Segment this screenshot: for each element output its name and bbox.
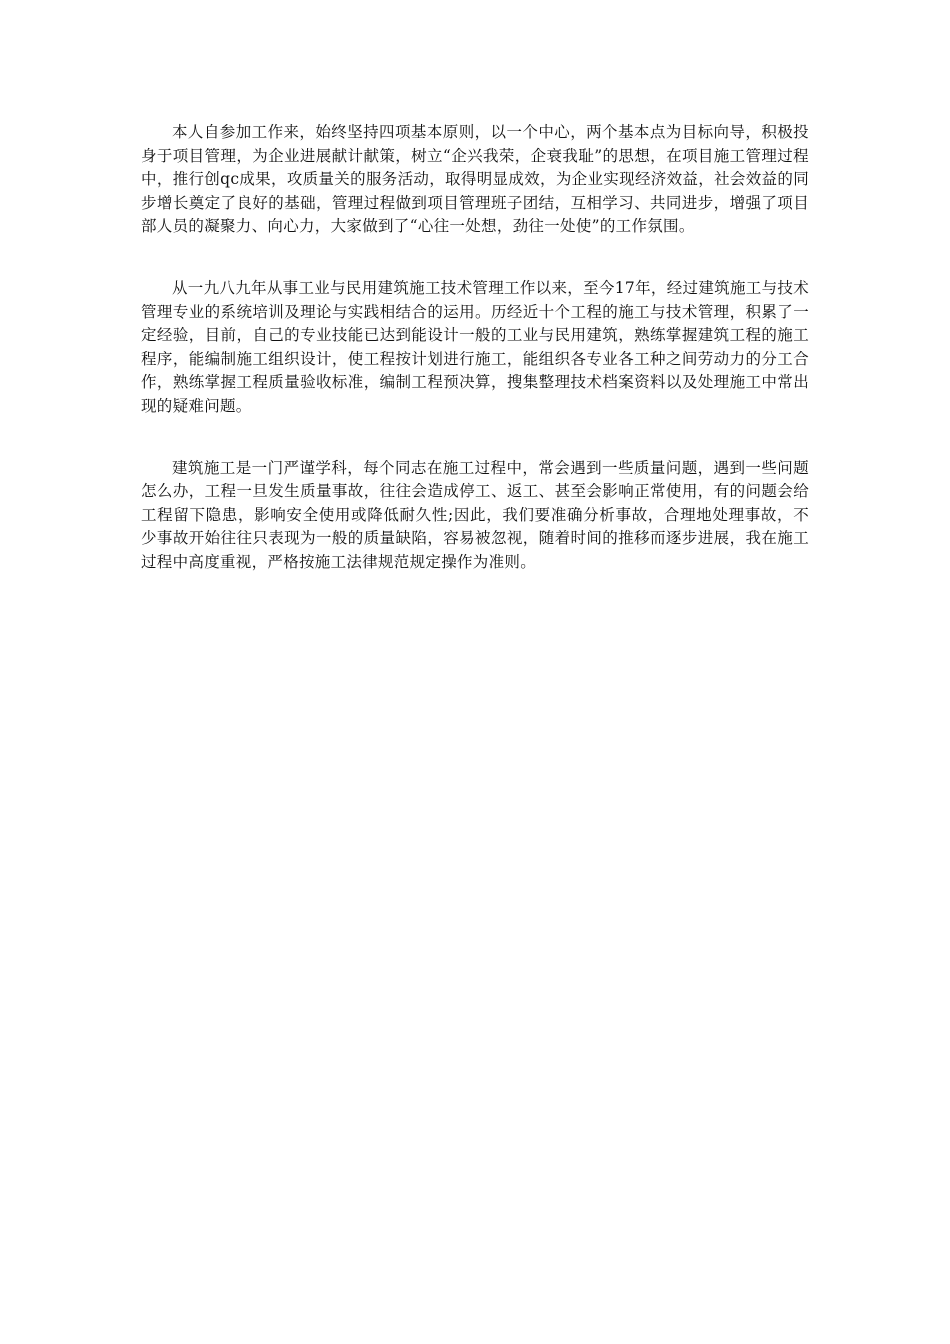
paragraph-1: 本人自参加工作来，始终坚持四项基本原则，以一个中心，两个基本点为目标向导，积极投身于项目管理，为企业进展献计献策，树立“企兴我荣，企衰我耻”的思想，在项目施工管理过程中，推行创qc成果，攻质量关的服务活动，取得明显成效，为企业实现经济效益，社会效益的同步增长奠定了良好的基础，管理过程做到项目管理班子团结，互相学习、共同进步，增强了项目部人员的凝聚力、向心力，大家做到了“心往一处想，劲往一处使”的工作氛围。 <box>141 123 809 236</box>
paragraph-2: 从一九八九年从事工业与民用建筑施工技术管理工作以来，至今17年，经过建筑施工与技术管理专业的系统培训及理论与实践相结合的运用。历经近十个工程的施工与技术管理，积累了一定经验，目前，自己的专业技能已达到能设计一般的工业与民用建筑，熟练掌握建筑工程的施工程序，能编制施工组织设计，使工程按计划进行施工，能组织各专业各工种之间劳动力的分工合作，熟练掌握工程质量验收标准，编制工程预决算，搜集整理技术档案资料以及处理施工中常出现的疑难问题。 <box>141 278 809 415</box>
paragraph-3: 建筑施工是一门严谨学科，每个同志在施工过程中，常会遇到一些质量问题，遇到一些问题怎么办，工程一旦发生质量事故，往往会造成停工、返工、甚至会影响正常使用，有的问题会给工程留下隐患，影响安全使用或降低耐久性;因此，我们要准确分析事故，合理地处理事故，不少事故开始往往只表现为一般的质量缺陷，容易被忽视，随着时间的推移而逐步进展，我在施工过程中高度重视，严格按施工法律规范规定操作为准则。 <box>141 458 809 571</box>
document-body <box>141 121 809 613</box>
